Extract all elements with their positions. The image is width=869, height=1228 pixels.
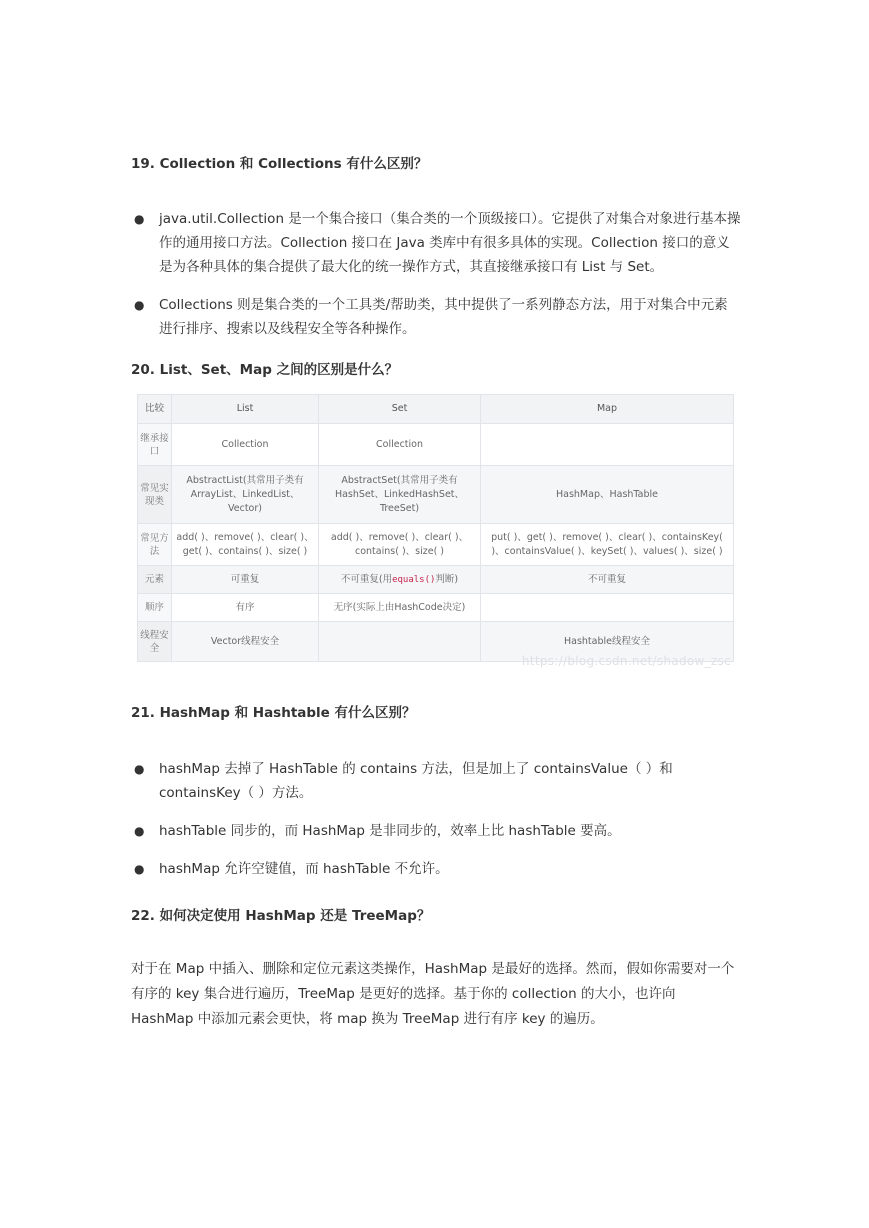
list-item: ● hashTable 同步的，而 HashMap 是非同步的，效率上比 hashTable 要高。	[131, 819, 741, 843]
table-cell: Collection	[319, 424, 481, 466]
table-cell: put( )、get( )、remove( )、clear( )、containsKey( )、containsValue( )、keySet( )、values( )、size( )	[481, 524, 734, 566]
question-22-paragraph: 对于在 Map 中插入、删除和定位元素这类操作，HashMap 是最好的选择。然而，假如你需要对一个有序的 key 集合进行遍历，TreeMap 是更好的选择。基于你的 collection 的大小，也许向 HashMap 中添加元素会更快，将 map 换为 TreeMap 进行有序 key 的遍历。	[131, 961, 735, 1027]
table-row	[138, 566, 734, 594]
table-cell: AbstractSet(其常用子类有HashSet、LinkedHashSet、TreeSet)	[319, 466, 481, 524]
table-cell: AbstractList(其常用子类有ArrayList、LinkedList、Vector)	[172, 466, 319, 524]
table-cell: 无序(实际上由HashCode决定)	[319, 594, 481, 622]
watermark-text: https://blog.csdn.net/shadow_zsc	[521, 654, 731, 668]
table-row	[138, 424, 734, 466]
row-header: 线程安全	[138, 622, 172, 662]
cell-text: 判断)	[435, 573, 459, 585]
bullet-icon: ●	[134, 862, 145, 876]
row-header: 常见实现类	[138, 466, 172, 524]
table-cell: HashMap、HashTable	[481, 466, 734, 524]
table-cell: 有序	[172, 594, 319, 622]
list-item: ● Collections 则是集合类的一个工具类/帮助类，其中提供了一系列静态方法，用于对集合中元素进行排序、搜索以及线程安全等各种操作。	[131, 293, 741, 341]
row-header: 常见方法	[138, 524, 172, 566]
comparison-table-image	[137, 394, 733, 668]
bullet-icon: ●	[134, 212, 145, 226]
list-item: ● java.util.Collection 是一个集合接口（集合类的一个顶级接口）。它提供了对集合对象进行基本操作的通用接口方法。Collection 接口在 Java 类库中有很多具体的实现。Collection 接口的意义是为各种具体的集合提供了最大化的统一操作方式，其直接继承接口有 List 与 Set。	[131, 207, 741, 279]
list-item: ● hashMap 去掉了 HashTable 的 contains 方法，但是加上了 containsValue（ ）和 containsKey（ ）方法。	[131, 757, 741, 805]
column-header: 比较	[138, 395, 172, 424]
table-cell: 不可重复	[481, 566, 734, 594]
table-row	[138, 466, 734, 524]
question-22-title: 22. 如何决定使用 HashMap 还是 TreeMap？	[131, 908, 431, 924]
table-row	[138, 594, 734, 622]
question-19-list	[131, 207, 741, 341]
table-cell	[319, 566, 481, 594]
bullet-icon: ●	[134, 824, 145, 838]
table-cell: Hashtable线程安全	[481, 622, 734, 662]
table-header-row	[138, 395, 734, 424]
row-header: 顺序	[138, 594, 172, 622]
bullet-icon: ●	[134, 298, 145, 312]
column-header: Set	[319, 395, 481, 424]
table-cell: add( )、remove( )、clear( )、get( )、contains( )、size( )	[172, 524, 319, 566]
table-cell	[319, 622, 481, 662]
question-21-list	[131, 757, 741, 881]
column-header: Map	[481, 395, 734, 424]
question-21-title: 21. HashMap 和 Hashtable 有什么区别？	[131, 705, 416, 721]
comparison-table	[137, 394, 734, 662]
table-cell	[481, 424, 734, 466]
table-cell: Collection	[172, 424, 319, 466]
question-19-title: 19. Collection 和 Collections 有什么区别？	[131, 156, 428, 172]
table-cell: 可重复	[172, 566, 319, 594]
inline-code: equals()	[392, 574, 436, 585]
table-cell: add( )、remove( )、clear( )、contains( )、size( )	[319, 524, 481, 566]
row-header: 继承接口	[138, 424, 172, 466]
row-header: 元素	[138, 566, 172, 594]
question-20-title: 20. List、Set、Map 之间的区别是什么？	[131, 362, 399, 378]
table-cell	[481, 594, 734, 622]
table-row	[138, 524, 734, 566]
column-header: List	[172, 395, 319, 424]
cell-text: 不可重复(用	[340, 573, 393, 585]
list-item: ● hashMap 允许空键值，而 hashTable 不允许。	[131, 857, 741, 881]
table-cell: Vector线程安全	[172, 622, 319, 662]
bullet-icon: ●	[134, 762, 145, 776]
